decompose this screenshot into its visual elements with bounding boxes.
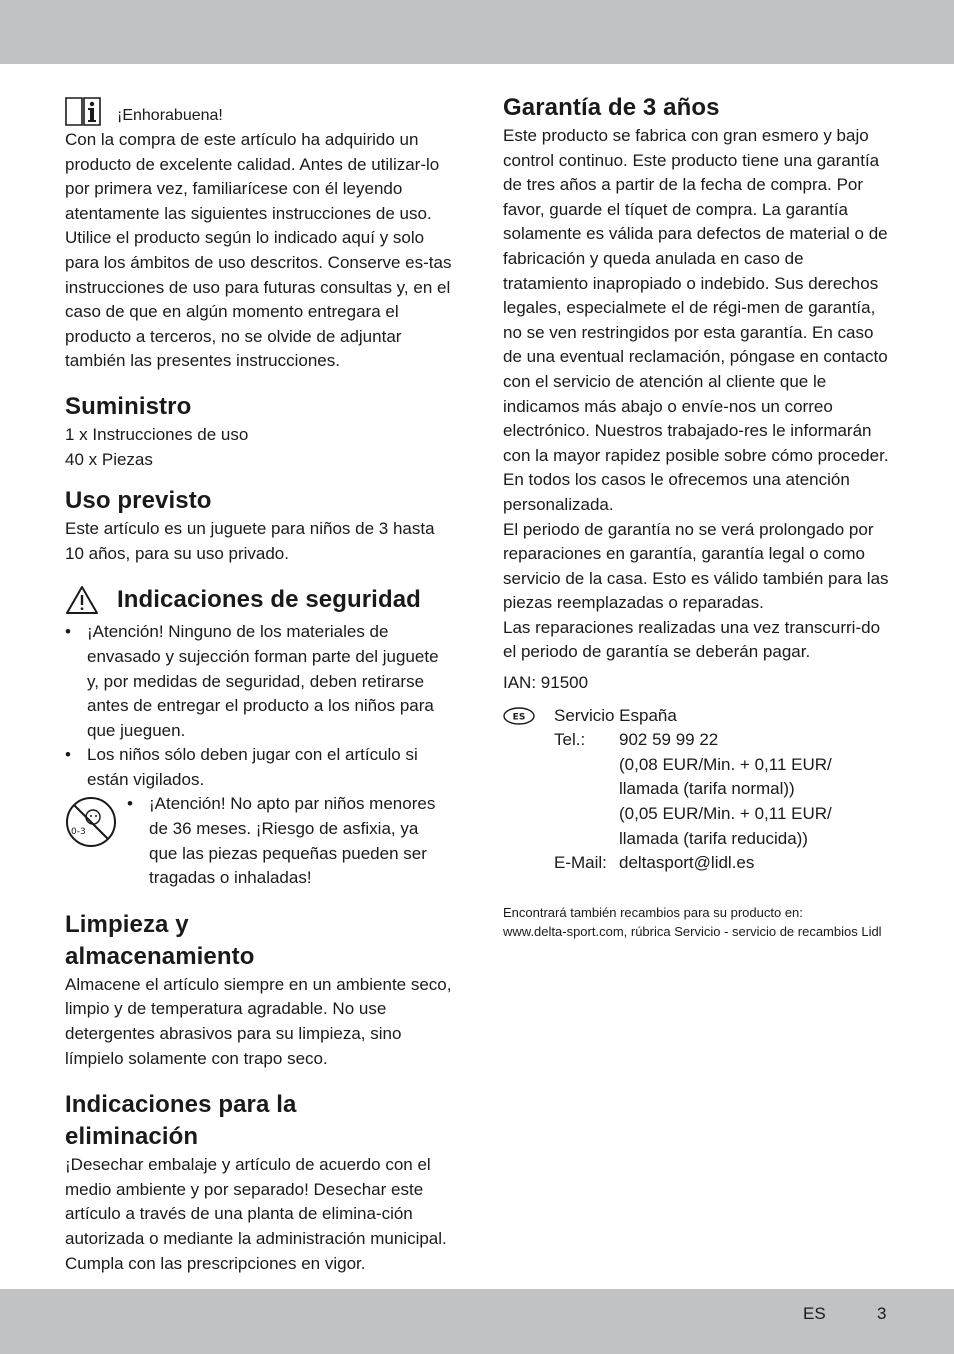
page-number: 3 xyxy=(877,1304,887,1323)
spares-link-line[interactable]: www.delta-sport.com, rúbrica Servicio - servicio de recambios Lidl xyxy=(503,924,882,940)
supply-title: Suministro xyxy=(65,392,192,420)
info-book-icon xyxy=(65,96,101,126)
disposal-title-line2: eliminación xyxy=(65,1123,199,1151)
tel-number: 902 59 99 22 xyxy=(619,730,719,750)
left-column xyxy=(65,92,455,1276)
warranty-title: Garantía de 3 años xyxy=(503,94,720,121)
cleaning-title-line2: almacenamiento xyxy=(65,942,255,970)
age-warning-row xyxy=(65,792,455,890)
warning-triangle-icon xyxy=(65,585,99,615)
ian-number: IAN: 91500 xyxy=(503,673,589,693)
contact-details xyxy=(554,704,832,876)
use-body: Este artículo es un juguete para niños de 3 hasta 10 años, para su uso privado. xyxy=(65,519,435,563)
spares-line: Encontrará también recambios para su producto en: xyxy=(503,904,803,920)
safety-title: Indicaciones de seguridad xyxy=(117,586,421,614)
email-label: E-Mail: xyxy=(554,853,607,873)
spares-note xyxy=(503,903,893,942)
supply-item: 40 x Piezas xyxy=(65,449,153,469)
intro-body: Con la compra de este artículo ha adquirido un producto de excelente calidad. Antes de utilizar-lo por primera vez, familiarícese con él leyendo atentamente las siguientes instrucciones de uso. Utilice el producto según lo indicado aquí y solo para los ámbitos de uso descritos. Conserve es-tas instrucciones de uso para futuras consultas y, en el caso de que en algún momento entregara el producto a terceros, no se olvide de adjuntar también las presentes instrucciones. xyxy=(65,130,452,371)
safety-bullet: • ¡Atención! Ninguno de los materiales de envasado y sujección forman parte del juguete y, por medidas de seguridad, deben retirarse antes de entregar el producto a los niños para que jueguen. xyxy=(65,620,455,743)
warranty-paragraph: Este producto se fabrica con gran esmero y bajo control continuo. Este producto tiene una garantía de tres años a partir de la fecha de compra. Por favor, guarde el tíquet de compra. La garantía solamente es válida para defectos de material o de fabricación y queda anulada en caso de tratamiento inapropiado o indebido. Sus derechos legales, especialmete el de régi-men de garantía, no se ven restringidos por esta garantía. En caso de una eventual reclamación, póngase en contacto con el servicio de atención al cliente que le indicamos más abajo o envíe-nos un correo electrónico. Nuestros trabajado-res le informarán con la mayor rapidez posible sobre cómo proceder. En todos los casos le ofrecemos una atención personalizada. xyxy=(503,126,889,514)
use-title: Uso previsto xyxy=(65,487,212,515)
service-contact xyxy=(503,704,893,876)
right-column xyxy=(503,92,893,942)
disposal-body: ¡Desechar embalaje y artículo de acuerdo con el medio ambiente y por separado! Desechar este artículo a través de una planta de elimina-ción autorizada o mediante la administración municipal. Cumpla con las prescripciones en vigor. xyxy=(65,1155,447,1273)
disposal-title-line1: Indicaciones para la xyxy=(65,1091,297,1119)
cleaning-title-line1: Limpieza y xyxy=(65,910,189,938)
age-restriction-icon xyxy=(65,796,117,848)
cleaning-body: Almacene el artículo siempre en un ambiente seco, limpio y de temperatura agradable. No use detergentes abrasivos para su limpieza, sino límpielo solamente con trapo seco. xyxy=(65,974,452,1068)
intro-greeting-row xyxy=(65,90,455,128)
header-band xyxy=(0,0,954,64)
safety-list xyxy=(65,620,455,792)
rate-normal-line1: (0,08 EUR/Min. + 0,11 EUR/ xyxy=(619,754,832,774)
country-badge-icon xyxy=(503,707,535,725)
service-name: Servicio España xyxy=(554,705,677,725)
country-badge-text: ES xyxy=(512,712,526,723)
footer-language: ES xyxy=(803,1304,826,1323)
warranty-paragraph: Las reparaciones realizadas una vez transcurri-do el periodo de garantía se deberán pagar. xyxy=(503,617,881,662)
safety-heading xyxy=(65,580,455,620)
age-warning-bullet: • ¡Atención! No apto par niños menores de 36 meses. ¡Riesgo de asfixia, ya que las piezas pequeñas pueden ser tragadas o inhaladas! xyxy=(127,792,437,890)
tel-label: Tel.: xyxy=(554,730,586,750)
intro-greeting: ¡Enhorabuena! xyxy=(117,107,223,124)
age-icon-label: 0-3 xyxy=(71,827,86,838)
rate-normal-line2: llamada (tarifa normal)) xyxy=(619,779,795,799)
rate-reduced-line1: (0,05 EUR/Min. + 0,11 EUR/ xyxy=(619,804,832,824)
rate-reduced-line2: llamada (tarifa reducida)) xyxy=(619,828,808,848)
supply-item: 1 x Instrucciones de uso xyxy=(65,424,249,444)
email-address[interactable]: deltasport@lidl.es xyxy=(619,853,755,873)
warranty-paragraph: El periodo de garantía no se verá prolongado por reparaciones en garantía, garantía legal o como servicio de la casa. Esto es válido también para las piezas reemplazadas o reparadas. xyxy=(503,519,889,613)
safety-bullet: • Los niños sólo deben jugar con el artículo si están vigilados. xyxy=(65,743,455,792)
